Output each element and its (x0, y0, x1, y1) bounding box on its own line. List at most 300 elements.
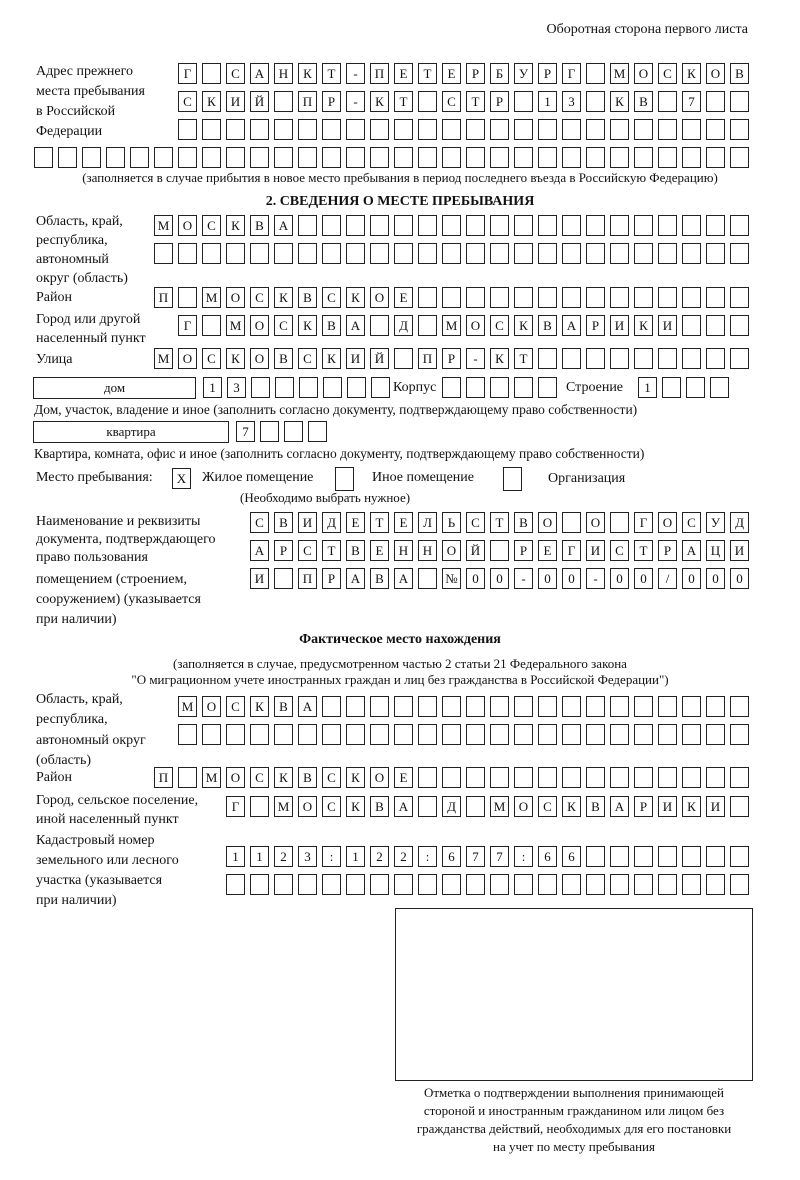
char-cell[interactable]: Е (346, 512, 365, 533)
char-cell[interactable]: К (346, 796, 365, 817)
char-cell[interactable] (250, 874, 269, 895)
char-cell[interactable] (538, 767, 557, 788)
char-cell[interactable] (634, 874, 653, 895)
char-cell[interactable]: № (442, 568, 461, 589)
char-cell[interactable] (466, 796, 485, 817)
char-cell[interactable]: С (226, 696, 245, 717)
char-cell[interactable] (706, 215, 725, 236)
char-cell[interactable]: И (226, 91, 245, 112)
char-cell[interactable] (682, 119, 701, 140)
char-cell[interactable] (634, 846, 653, 867)
char-cell[interactable]: М (154, 348, 173, 369)
char-cell[interactable] (370, 696, 389, 717)
char-cell[interactable]: О (202, 696, 221, 717)
char-cell[interactable] (586, 243, 605, 264)
char-cell[interactable]: К (226, 215, 245, 236)
char-cell[interactable] (284, 421, 303, 442)
char-cell[interactable] (586, 119, 605, 140)
char-cell[interactable] (466, 724, 485, 745)
char-cell[interactable] (466, 147, 485, 168)
char-cell[interactable] (658, 147, 677, 168)
char-cell[interactable] (178, 767, 197, 788)
char-cell[interactable] (706, 243, 725, 264)
char-cell[interactable]: М (610, 63, 629, 84)
char-cell[interactable] (538, 243, 557, 264)
char-cell[interactable] (706, 767, 725, 788)
char-cell[interactable]: Е (394, 512, 413, 533)
char-cell[interactable] (418, 315, 437, 336)
char-cell[interactable] (442, 119, 461, 140)
char-cell[interactable] (298, 874, 317, 895)
char-cell[interactable] (514, 243, 533, 264)
char-cell[interactable] (466, 215, 485, 236)
char-cell[interactable]: К (682, 796, 701, 817)
char-cell[interactable] (634, 215, 653, 236)
char-cell[interactable]: Г (178, 315, 197, 336)
char-cell[interactable]: С (226, 63, 245, 84)
char-cell[interactable] (298, 119, 317, 140)
char-cell[interactable] (466, 377, 485, 398)
char-cell[interactable]: Е (394, 287, 413, 308)
char-cell[interactable]: С (466, 512, 485, 533)
char-cell[interactable] (658, 215, 677, 236)
char-cell[interactable] (418, 243, 437, 264)
char-cell[interactable] (250, 796, 269, 817)
char-cell[interactable]: О (634, 63, 653, 84)
char-cell[interactable] (251, 377, 270, 398)
char-cell[interactable] (178, 147, 197, 168)
char-cell[interactable]: К (250, 696, 269, 717)
char-cell[interactable] (706, 315, 725, 336)
char-cell[interactable] (226, 724, 245, 745)
char-cell[interactable]: Р (466, 63, 485, 84)
char-cell[interactable]: Й (250, 91, 269, 112)
char-cell[interactable] (322, 874, 341, 895)
char-cell[interactable]: Т (322, 63, 341, 84)
char-cell[interactable] (562, 767, 581, 788)
char-cell[interactable]: К (514, 315, 533, 336)
char-cell[interactable] (466, 767, 485, 788)
char-cell[interactable]: 7 (236, 421, 255, 442)
char-cell[interactable]: В (346, 540, 365, 561)
char-cell[interactable] (442, 377, 461, 398)
char-cell[interactable] (562, 215, 581, 236)
char-cell[interactable] (274, 119, 293, 140)
char-cell[interactable] (682, 287, 701, 308)
char-cell[interactable]: А (394, 568, 413, 589)
char-cell[interactable] (370, 724, 389, 745)
char-cell[interactable] (394, 119, 413, 140)
char-cell[interactable] (250, 724, 269, 745)
char-cell[interactable] (682, 767, 701, 788)
char-cell[interactable]: О (370, 287, 389, 308)
char-cell[interactable] (202, 63, 221, 84)
char-cell[interactable] (682, 243, 701, 264)
char-cell[interactable]: С (490, 315, 509, 336)
char-cell[interactable] (370, 215, 389, 236)
char-cell[interactable]: К (490, 348, 509, 369)
char-cell[interactable] (308, 421, 327, 442)
char-cell[interactable] (371, 377, 390, 398)
char-cell[interactable]: В (298, 767, 317, 788)
house-type-field[interactable]: дом (33, 377, 196, 399)
char-cell[interactable] (466, 696, 485, 717)
char-cell[interactable]: 0 (610, 568, 629, 589)
char-cell[interactable]: 1 (538, 91, 557, 112)
char-cell[interactable] (202, 724, 221, 745)
char-cell[interactable]: У (514, 63, 533, 84)
char-cell[interactable]: С (250, 287, 269, 308)
char-cell[interactable] (490, 767, 509, 788)
char-cell[interactable]: С (658, 63, 677, 84)
char-cell[interactable] (418, 767, 437, 788)
char-cell[interactable] (322, 696, 341, 717)
char-cell[interactable]: А (610, 796, 629, 817)
char-cell[interactable] (538, 287, 557, 308)
char-cell[interactable] (274, 874, 293, 895)
char-cell[interactable] (260, 421, 279, 442)
char-cell[interactable] (442, 287, 461, 308)
char-cell[interactable] (298, 724, 317, 745)
char-cell[interactable] (418, 696, 437, 717)
char-cell[interactable] (298, 243, 317, 264)
char-cell[interactable] (298, 215, 317, 236)
char-cell[interactable] (730, 796, 749, 817)
char-cell[interactable] (275, 377, 294, 398)
char-cell[interactable] (442, 243, 461, 264)
char-cell[interactable] (610, 724, 629, 745)
char-cell[interactable]: М (202, 287, 221, 308)
char-cell[interactable] (706, 147, 725, 168)
char-cell[interactable]: Н (394, 540, 413, 561)
char-cell[interactable] (658, 767, 677, 788)
char-cell[interactable]: Д (730, 512, 749, 533)
char-cell[interactable]: В (730, 63, 749, 84)
char-cell[interactable] (610, 147, 629, 168)
char-cell[interactable] (106, 147, 125, 168)
char-cell[interactable]: К (634, 315, 653, 336)
char-cell[interactable] (730, 724, 749, 745)
char-cell[interactable]: 0 (538, 568, 557, 589)
char-cell[interactable] (538, 724, 557, 745)
stay-option-residential-checkbox[interactable]: X (172, 468, 191, 489)
char-cell[interactable]: 7 (490, 846, 509, 867)
char-cell[interactable]: С (322, 767, 341, 788)
char-cell[interactable] (682, 846, 701, 867)
char-cell[interactable] (490, 243, 509, 264)
char-cell[interactable] (586, 63, 605, 84)
char-cell[interactable]: Л (418, 512, 437, 533)
char-cell[interactable] (418, 724, 437, 745)
char-cell[interactable] (634, 724, 653, 745)
char-cell[interactable]: С (250, 512, 269, 533)
char-cell[interactable]: 6 (562, 846, 581, 867)
char-cell[interactable] (610, 287, 629, 308)
char-cell[interactable]: С (202, 348, 221, 369)
char-cell[interactable]: К (562, 796, 581, 817)
char-cell[interactable] (299, 377, 318, 398)
char-cell[interactable]: С (298, 348, 317, 369)
char-cell[interactable] (394, 724, 413, 745)
char-cell[interactable] (586, 215, 605, 236)
char-cell[interactable]: - (586, 568, 605, 589)
char-cell[interactable] (586, 846, 605, 867)
char-cell[interactable] (634, 243, 653, 264)
char-cell[interactable]: Г (562, 63, 581, 84)
char-cell[interactable] (538, 696, 557, 717)
char-cell[interactable]: Д (322, 512, 341, 533)
char-cell[interactable]: В (634, 91, 653, 112)
char-cell[interactable] (658, 119, 677, 140)
char-cell[interactable] (490, 696, 509, 717)
char-cell[interactable]: И (346, 348, 365, 369)
char-cell[interactable]: 0 (634, 568, 653, 589)
char-cell[interactable]: О (298, 796, 317, 817)
char-cell[interactable] (658, 91, 677, 112)
char-cell[interactable] (730, 846, 749, 867)
char-cell[interactable]: Е (442, 63, 461, 84)
char-cell[interactable] (586, 91, 605, 112)
char-cell[interactable] (346, 147, 365, 168)
char-cell[interactable]: Р (322, 568, 341, 589)
char-cell[interactable] (178, 243, 197, 264)
char-cell[interactable] (586, 696, 605, 717)
char-cell[interactable] (394, 348, 413, 369)
char-cell[interactable] (682, 315, 701, 336)
char-cell[interactable] (418, 796, 437, 817)
char-cell[interactable] (346, 696, 365, 717)
char-cell[interactable] (514, 874, 533, 895)
char-cell[interactable]: 2 (370, 846, 389, 867)
char-cell[interactable] (730, 348, 749, 369)
char-cell[interactable] (538, 147, 557, 168)
char-cell[interactable]: И (250, 568, 269, 589)
char-cell[interactable]: К (682, 63, 701, 84)
char-cell[interactable] (730, 287, 749, 308)
char-cell[interactable] (490, 215, 509, 236)
char-cell[interactable] (442, 724, 461, 745)
char-cell[interactable]: - (514, 568, 533, 589)
char-cell[interactable]: О (514, 796, 533, 817)
char-cell[interactable]: М (490, 796, 509, 817)
char-cell[interactable]: А (682, 540, 701, 561)
char-cell[interactable] (347, 377, 366, 398)
char-cell[interactable] (394, 243, 413, 264)
char-cell[interactable] (490, 377, 509, 398)
char-cell[interactable] (514, 724, 533, 745)
char-cell[interactable] (514, 215, 533, 236)
char-cell[interactable] (662, 377, 681, 398)
char-cell[interactable]: Е (370, 540, 389, 561)
char-cell[interactable]: С (682, 512, 701, 533)
char-cell[interactable]: Т (370, 512, 389, 533)
char-cell[interactable]: М (178, 696, 197, 717)
char-cell[interactable]: 0 (562, 568, 581, 589)
char-cell[interactable] (586, 724, 605, 745)
char-cell[interactable] (610, 119, 629, 140)
char-cell[interactable]: П (154, 287, 173, 308)
char-cell[interactable] (202, 119, 221, 140)
char-cell[interactable]: И (730, 540, 749, 561)
char-cell[interactable] (418, 287, 437, 308)
char-cell[interactable]: П (370, 63, 389, 84)
char-cell[interactable] (730, 119, 749, 140)
char-cell[interactable] (250, 119, 269, 140)
char-cell[interactable] (586, 767, 605, 788)
char-cell[interactable] (706, 348, 725, 369)
char-cell[interactable]: Т (394, 91, 413, 112)
char-cell[interactable]: Т (418, 63, 437, 84)
char-cell[interactable] (562, 696, 581, 717)
char-cell[interactable]: : (514, 846, 533, 867)
char-cell[interactable]: Е (394, 63, 413, 84)
char-cell[interactable]: 1 (250, 846, 269, 867)
char-cell[interactable] (322, 243, 341, 264)
char-cell[interactable]: В (538, 315, 557, 336)
char-cell[interactable] (706, 874, 725, 895)
char-cell[interactable]: Р (658, 540, 677, 561)
char-cell[interactable]: Т (490, 512, 509, 533)
char-cell[interactable]: Б (490, 63, 509, 84)
char-cell[interactable] (658, 696, 677, 717)
char-cell[interactable]: О (538, 512, 557, 533)
char-cell[interactable] (706, 91, 725, 112)
char-cell[interactable] (250, 147, 269, 168)
char-cell[interactable] (634, 348, 653, 369)
char-cell[interactable]: О (226, 767, 245, 788)
char-cell[interactable] (730, 91, 749, 112)
char-cell[interactable]: М (442, 315, 461, 336)
char-cell[interactable] (682, 724, 701, 745)
char-cell[interactable]: 1 (226, 846, 245, 867)
char-cell[interactable] (466, 874, 485, 895)
char-cell[interactable] (394, 696, 413, 717)
char-cell[interactable]: В (370, 796, 389, 817)
char-cell[interactable]: А (250, 63, 269, 84)
char-cell[interactable]: Д (394, 315, 413, 336)
char-cell[interactable] (226, 147, 245, 168)
char-cell[interactable] (490, 147, 509, 168)
char-cell[interactable]: Е (538, 540, 557, 561)
char-cell[interactable]: А (298, 696, 317, 717)
char-cell[interactable]: 3 (298, 846, 317, 867)
char-cell[interactable] (58, 147, 77, 168)
char-cell[interactable] (466, 243, 485, 264)
char-cell[interactable]: Н (274, 63, 293, 84)
char-cell[interactable] (274, 91, 293, 112)
char-cell[interactable]: М (202, 767, 221, 788)
char-cell[interactable] (682, 696, 701, 717)
char-cell[interactable]: С (538, 796, 557, 817)
char-cell[interactable]: 0 (682, 568, 701, 589)
char-cell[interactable]: Р (274, 540, 293, 561)
char-cell[interactable]: О (466, 315, 485, 336)
char-cell[interactable]: : (418, 846, 437, 867)
char-cell[interactable] (346, 119, 365, 140)
char-cell[interactable]: В (274, 348, 293, 369)
char-cell[interactable]: 0 (466, 568, 485, 589)
char-cell[interactable] (370, 147, 389, 168)
char-cell[interactable]: 7 (466, 846, 485, 867)
char-cell[interactable]: А (346, 315, 365, 336)
char-cell[interactable]: В (586, 796, 605, 817)
char-cell[interactable]: 0 (730, 568, 749, 589)
char-cell[interactable] (658, 724, 677, 745)
char-cell[interactable] (586, 348, 605, 369)
char-cell[interactable] (586, 287, 605, 308)
char-cell[interactable]: М (274, 796, 293, 817)
char-cell[interactable] (610, 215, 629, 236)
char-cell[interactable] (82, 147, 101, 168)
char-cell[interactable]: В (370, 568, 389, 589)
char-cell[interactable] (394, 147, 413, 168)
char-cell[interactable] (442, 147, 461, 168)
char-cell[interactable]: С (322, 796, 341, 817)
char-cell[interactable]: О (250, 315, 269, 336)
char-cell[interactable] (610, 512, 629, 533)
char-cell[interactable] (634, 696, 653, 717)
char-cell[interactable]: Р (442, 348, 461, 369)
char-cell[interactable]: - (346, 91, 365, 112)
char-cell[interactable]: В (322, 315, 341, 336)
char-cell[interactable]: С (298, 540, 317, 561)
char-cell[interactable]: М (154, 215, 173, 236)
char-cell[interactable]: О (442, 540, 461, 561)
char-cell[interactable]: В (274, 512, 293, 533)
char-cell[interactable]: П (418, 348, 437, 369)
char-cell[interactable]: П (154, 767, 173, 788)
char-cell[interactable] (610, 846, 629, 867)
char-cell[interactable]: Р (514, 540, 533, 561)
char-cell[interactable] (514, 767, 533, 788)
char-cell[interactable] (514, 287, 533, 308)
char-cell[interactable] (706, 696, 725, 717)
char-cell[interactable] (154, 147, 173, 168)
char-cell[interactable]: - (346, 63, 365, 84)
char-cell[interactable] (394, 215, 413, 236)
char-cell[interactable]: 6 (442, 846, 461, 867)
char-cell[interactable] (682, 147, 701, 168)
char-cell[interactable]: О (226, 287, 245, 308)
char-cell[interactable] (346, 215, 365, 236)
char-cell[interactable]: А (562, 315, 581, 336)
char-cell[interactable] (562, 119, 581, 140)
char-cell[interactable] (490, 540, 509, 561)
char-cell[interactable] (442, 874, 461, 895)
char-cell[interactable]: Й (466, 540, 485, 561)
char-cell[interactable] (730, 874, 749, 895)
char-cell[interactable]: И (586, 540, 605, 561)
char-cell[interactable]: К (274, 767, 293, 788)
char-cell[interactable]: 3 (562, 91, 581, 112)
char-cell[interactable]: У (706, 512, 725, 533)
char-cell[interactable]: 0 (706, 568, 725, 589)
char-cell[interactable]: М (226, 315, 245, 336)
char-cell[interactable] (538, 377, 557, 398)
char-cell[interactable] (346, 724, 365, 745)
char-cell[interactable] (370, 243, 389, 264)
char-cell[interactable] (490, 119, 509, 140)
char-cell[interactable] (730, 696, 749, 717)
char-cell[interactable] (634, 119, 653, 140)
char-cell[interactable]: П (298, 91, 317, 112)
char-cell[interactable]: С (274, 315, 293, 336)
char-cell[interactable]: С (610, 540, 629, 561)
char-cell[interactable]: : (322, 846, 341, 867)
char-cell[interactable]: В (514, 512, 533, 533)
char-cell[interactable]: 0 (490, 568, 509, 589)
char-cell[interactable] (226, 243, 245, 264)
